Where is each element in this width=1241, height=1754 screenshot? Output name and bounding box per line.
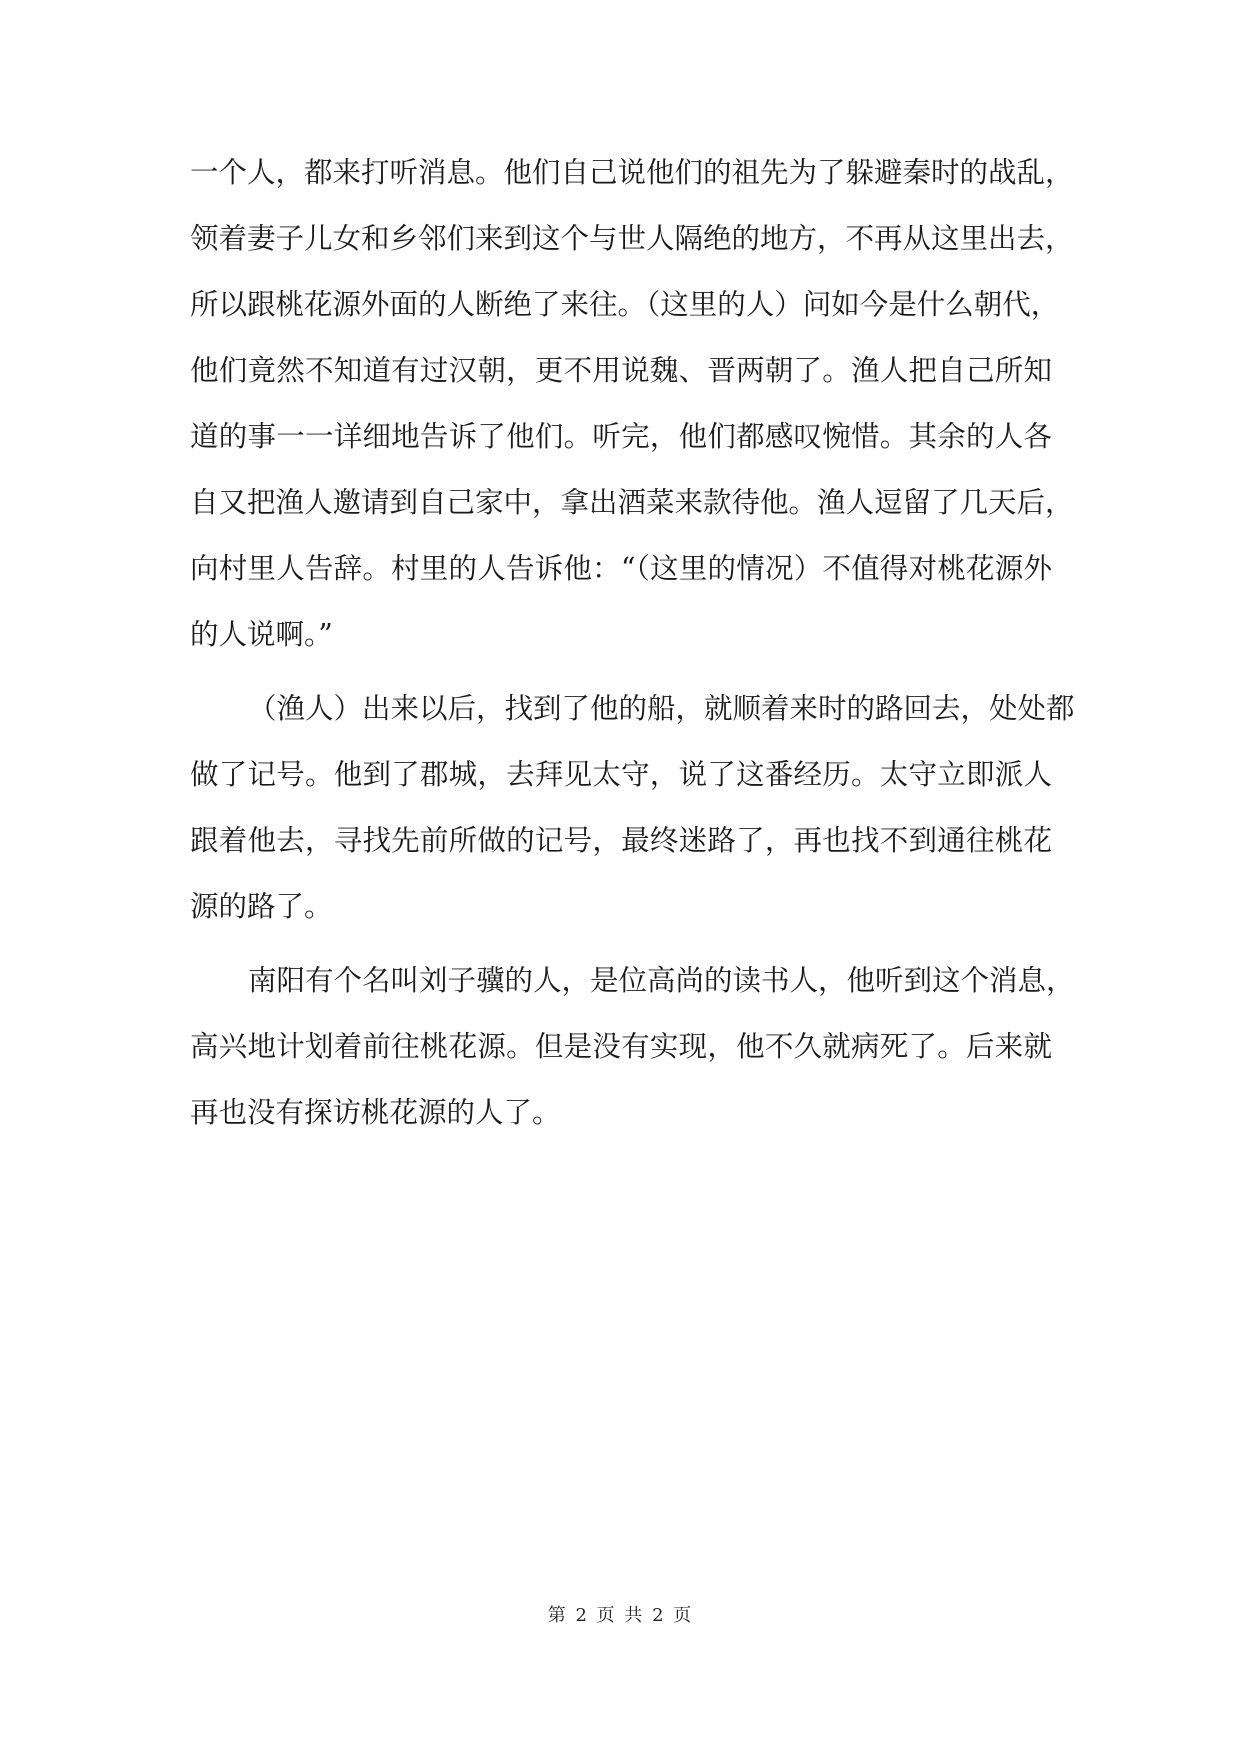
- paragraph-3: [190, 948, 1075, 1146]
- text-line: 所以跟桃花源外面的人断绝了来往。（这里的人）问如今是什么朝代，: [190, 288, 1060, 321]
- text-line: （渔人）出来以后，找到了他的船，就顺着来时的路回去，处处都: [248, 692, 1075, 725]
- text-line: 跟着他去，寻找先前所做的记号，最终迷路了，再也找不到通往桃花: [190, 824, 1052, 857]
- page-number-footer: 第 2 页 共 2 页: [547, 1605, 694, 1626]
- text-line: 高兴地计划着前往桃花源。但是没有实现，他不久就病死了。后来就: [190, 1030, 1052, 1063]
- text-line: 自又把渔人邀请到自己家中，拿出酒菜来款待他。渔人逗留了几天后，: [190, 486, 1074, 519]
- text-line: 再也没有探访桃花源的人了。: [190, 1096, 561, 1129]
- document-body: [190, 140, 1075, 1154]
- text-line: 一个人，都来打听消息。他们自己说他们的祖先为了躲避秦时的战乱，: [190, 156, 1074, 189]
- text-line: 南阳有个名叫刘子骥的人，是位高尚的读书人，他听到这个消息，: [248, 964, 1075, 997]
- text-line: 他们竟然不知道有过汉朝，更不用说魏、晋两朝了。渔人把自己所知: [190, 354, 1052, 387]
- text-line: 领着妻子儿女和乡邻们来到这个与世人隔绝的地方，不再从这里出去，: [190, 222, 1074, 255]
- text-line: 的人说啊。”: [190, 618, 333, 651]
- text-line: 道的事一一详细地告诉了他们。听完，他们都感叹惋惜。其余的人各: [190, 420, 1052, 453]
- paragraph-1: [190, 140, 1074, 668]
- paragraph-2: [190, 676, 1075, 940]
- text-line: 做了记号。他到了郡城，去拜见太守，说了这番经历。太守立即派人: [190, 758, 1052, 791]
- text-line: 源的路了。: [190, 890, 333, 923]
- text-line: 向村里人告辞。村里的人告诉他：“（这里的情况）不值得对桃花源外: [190, 552, 1052, 585]
